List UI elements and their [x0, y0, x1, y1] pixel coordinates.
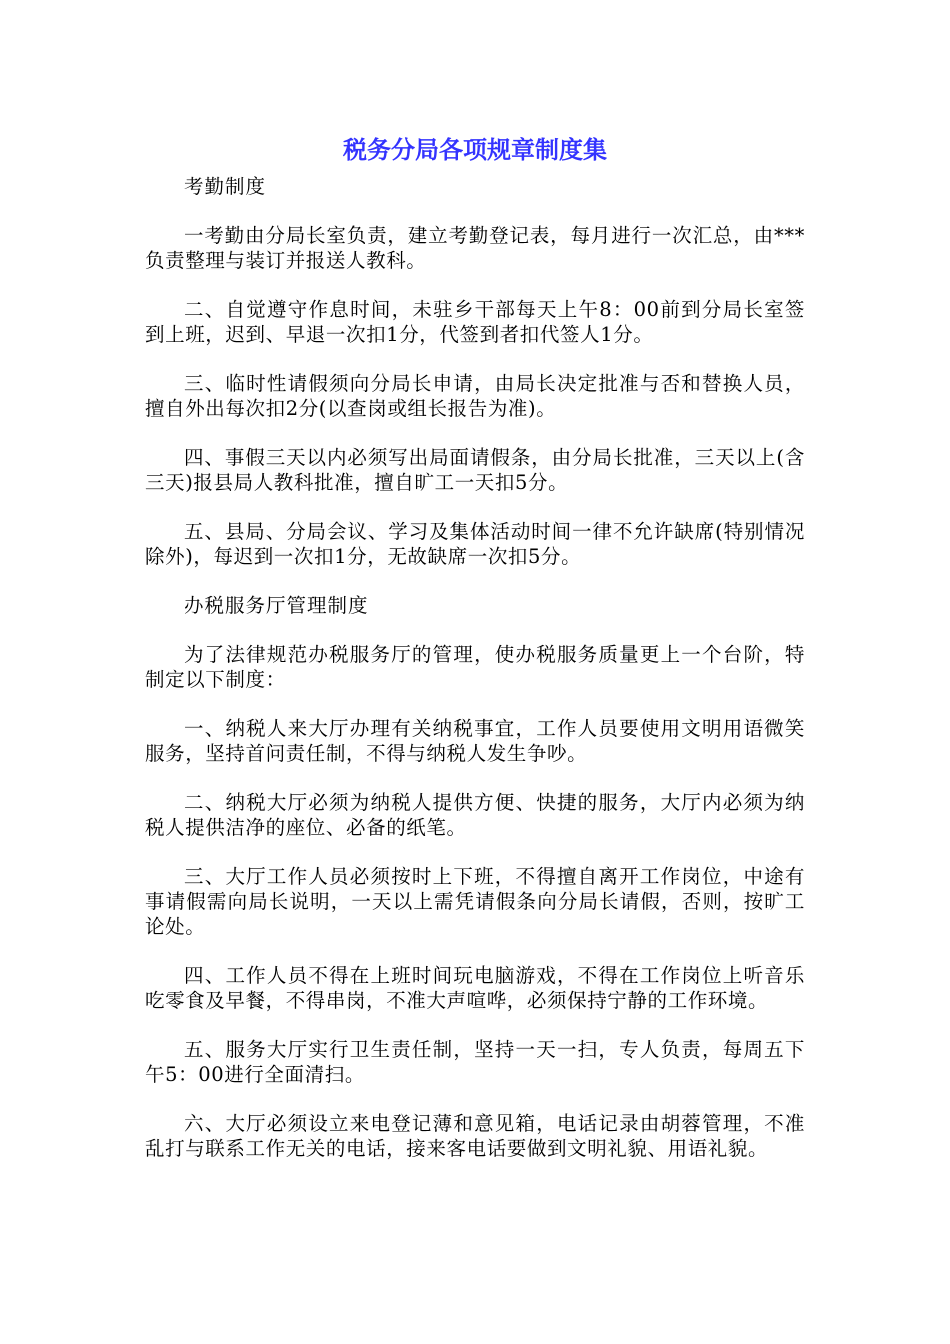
document-title: 税务分局各项规章制度集: [343, 136, 607, 164]
paragraph: 二、自觉遵守作息时间，未驻乡干部每天上午8：00前到分局长室签到上班，迟到、早退一次扣1分，代签到者扣代签人1分。: [145, 298, 805, 346]
paragraph: 四、事假三天以内必须写出局面请假条，由分局长批准，三天以上(含三天)报县局人教科批准，擅自旷工一天扣5分。: [145, 446, 805, 494]
paragraph: 一、纳税人来大厅办理有关纳税事宜，工作人员要使用文明用语微笑服务，坚持首问责任制，不得与纳税人发生争吵。: [145, 717, 805, 765]
section-heading-service-hall: 办税服务厅管理制度: [184, 594, 369, 617]
paragraph: 二、纳税大厅必须为纳税人提供方便、快捷的服务，大厅内必须为纳税人提供洁净的座位、必备的纸笔。: [145, 791, 805, 839]
paragraph: 五、县局、分局会议、学习及集体活动时间一律不允许缺席(特别情况除外)，每迟到一次扣1分，无故缺席一次扣5分。: [145, 520, 805, 568]
paragraph: 六、大厅必须设立来电登记薄和意见箱，电话记录由胡蓉管理，不准乱打与联系工作无关的电话，接来客电话要做到文明礼貌、用语礼貌。: [145, 1112, 805, 1160]
paragraph: 四、工作人员不得在上班时间玩电脑游戏，不得在工作岗位上听音乐吃零食及早餐，不得串岗，不准大声喧哗，必须保持宁静的工作环境。: [145, 964, 805, 1012]
paragraph: 五、服务大厅实行卫生责任制，坚持一天一扫，专人负责，每周五下午5：00进行全面清扫。: [145, 1038, 805, 1086]
paragraph: 三、大厅工作人员必须按时上下班，不得擅自离开工作岗位，中途有事请假需向局长说明，一天以上需凭请假条向分局长请假，否则，按旷工论处。: [145, 865, 805, 938]
paragraph: 一考勤由分局长室负责，建立考勤登记表，每月进行一次汇总，由***负责整理与装订并报送人教科。: [145, 224, 805, 272]
paragraph: 为了法律规范办税服务厅的管理，使办税服务质量更上一个台阶，特制定以下制度：: [145, 643, 805, 691]
section-heading-attendance: 考勤制度: [184, 175, 267, 198]
paragraph: 三、临时性请假须向分局长申请，由局长决定批准与否和替换人员，擅自外出每次扣2分(以查岗或组长报告为准)。: [145, 372, 805, 420]
document-body: [145, 174, 805, 1185]
